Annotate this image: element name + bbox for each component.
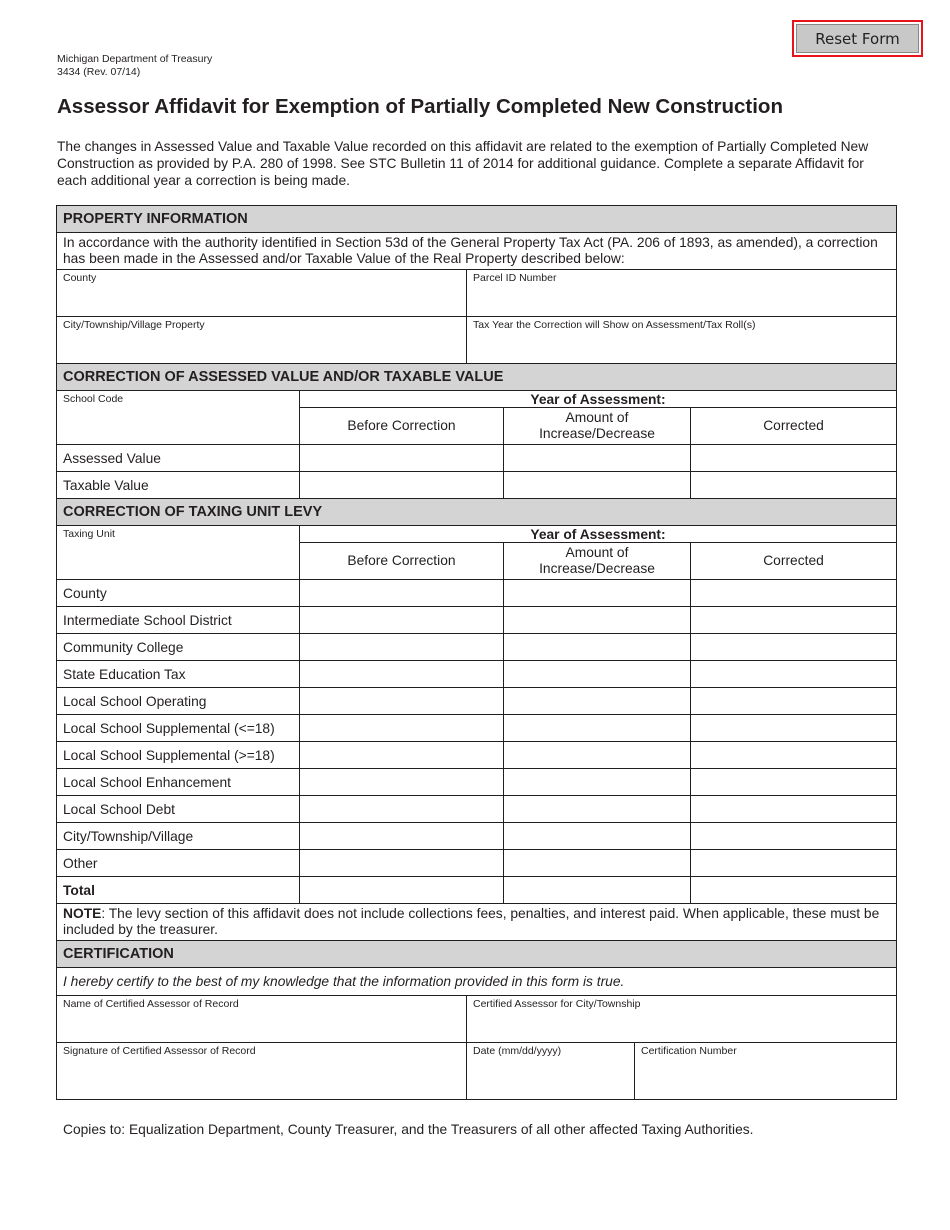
corrected-input[interactable] xyxy=(691,715,897,742)
copies-to-text: Copies to: Equalization Department, County Treasurer, and the Treasurers of all other affected Taxing Authorities. xyxy=(63,1122,754,1137)
levy-note xyxy=(57,904,897,941)
corrected-input[interactable] xyxy=(691,607,897,634)
amount-input[interactable] xyxy=(504,472,691,499)
corrected-input[interactable] xyxy=(691,661,897,688)
signature-field[interactable]: Signature of Certified Assessor of Record xyxy=(57,1043,467,1100)
row-label: Assessed Value xyxy=(57,445,300,472)
reset-form-button[interactable]: Reset Form xyxy=(796,24,919,53)
amount-input[interactable] xyxy=(504,769,691,796)
before-input[interactable] xyxy=(300,796,504,823)
before-input[interactable] xyxy=(300,688,504,715)
amount-input[interactable] xyxy=(504,877,691,904)
row-label: Intermediate School District xyxy=(57,607,300,634)
row-label: Local School Operating xyxy=(57,688,300,715)
section-property-heading: PROPERTY INFORMATION xyxy=(57,206,897,233)
col-amount: Amount of Increase/Decrease xyxy=(504,543,691,580)
amount-input[interactable] xyxy=(504,688,691,715)
col-amount: Amount of Increase/Decrease xyxy=(504,408,691,445)
parcel-id-field[interactable]: Parcel ID Number xyxy=(467,270,897,317)
section-assessed-heading: CORRECTION OF ASSESSED VALUE AND/OR TAXABLE VALUE xyxy=(57,364,897,391)
corrected-input[interactable] xyxy=(691,688,897,715)
year-of-assessment: Year of Assessment: xyxy=(300,526,897,543)
tax-year-field[interactable]: Tax Year the Correction will Show on Assessment/Tax Roll(s) xyxy=(467,317,897,364)
reset-form-frame xyxy=(792,20,923,57)
date-field[interactable]: Date (mm/dd/yyyy) xyxy=(467,1043,635,1100)
assessor-name-field[interactable]: Name of Certified Assessor of Record xyxy=(57,996,467,1043)
table-row-assessed xyxy=(57,445,897,472)
table-row-total xyxy=(57,877,897,904)
row-label: Community College xyxy=(57,634,300,661)
table-row-levy xyxy=(57,661,897,688)
certification-statement: I hereby certify to the best of my knowledge that the information provided in this form is true. xyxy=(57,968,897,996)
table-row-levy xyxy=(57,742,897,769)
row-label: Local School Supplemental (<=18) xyxy=(57,715,300,742)
table-row-levy xyxy=(57,607,897,634)
before-input[interactable] xyxy=(300,877,504,904)
before-input[interactable] xyxy=(300,445,504,472)
corrected-input[interactable] xyxy=(691,472,897,499)
col-before: Before Correction xyxy=(300,543,504,580)
corrected-input[interactable] xyxy=(691,634,897,661)
row-label: State Education Tax xyxy=(57,661,300,688)
before-input[interactable] xyxy=(300,823,504,850)
amount-input[interactable] xyxy=(504,742,691,769)
year-of-assessment: Year of Assessment: xyxy=(300,391,897,408)
county-field[interactable]: County xyxy=(57,270,467,317)
before-input[interactable] xyxy=(300,715,504,742)
affidavit-table xyxy=(56,205,897,1100)
row-label: Local School Enhancement xyxy=(57,769,300,796)
amount-input[interactable] xyxy=(504,634,691,661)
table-row-levy xyxy=(57,580,897,607)
property-authority-text: In accordance with the authority identified in Section 53d of the General Property Tax Act (PA. 206 of 1893, as amended), a correction has been made in the Assessed and/or Taxable Value of the Real Property described below: xyxy=(57,233,897,270)
agency-name: Michigan Department of Treasury xyxy=(57,53,213,65)
table-row-levy xyxy=(57,850,897,877)
table-row-levy xyxy=(57,715,897,742)
row-label: Local School Debt xyxy=(57,796,300,823)
amount-input[interactable] xyxy=(504,796,691,823)
row-label: Taxable Value xyxy=(57,472,300,499)
before-input[interactable] xyxy=(300,661,504,688)
taxing-unit-field[interactable]: Taxing Unit xyxy=(57,526,300,580)
table-row-levy xyxy=(57,634,897,661)
section-levy-heading: CORRECTION OF TAXING UNIT LEVY xyxy=(57,499,897,526)
intro-text: The changes in Assessed Value and Taxable Value recorded on this affidavit are related to the exemption of Partially Completed New Construction as provided by P.A. 280 of 1998. See STC Bulletin 11 of 2014 for additional guidance. Complete a separate Affidavit for each additional year a correction is being made. xyxy=(57,139,869,188)
before-input[interactable] xyxy=(300,607,504,634)
before-input[interactable] xyxy=(300,850,504,877)
row-label: Total xyxy=(57,877,300,904)
table-row-levy xyxy=(57,769,897,796)
before-input[interactable] xyxy=(300,742,504,769)
page-title: Assessor Affidavit for Exemption of Partially Completed New Construction xyxy=(57,95,783,118)
amount-input[interactable] xyxy=(504,661,691,688)
amount-input[interactable] xyxy=(504,607,691,634)
note-text: : The levy section of this affidavit does not include collections fees, penalties, and interest paid. When applicable, these must be included by the treasurer. xyxy=(63,906,880,937)
col-corrected: Corrected xyxy=(691,543,897,580)
certification-number-field[interactable]: Certification Number xyxy=(635,1043,897,1100)
form-header xyxy=(57,53,212,79)
col-corrected: Corrected xyxy=(691,408,897,445)
section-certification-heading: CERTIFICATION xyxy=(57,941,897,968)
before-input[interactable] xyxy=(300,472,504,499)
corrected-input[interactable] xyxy=(691,769,897,796)
corrected-input[interactable] xyxy=(691,580,897,607)
before-input[interactable] xyxy=(300,580,504,607)
corrected-input[interactable] xyxy=(691,445,897,472)
row-label: Local School Supplemental (>=18) xyxy=(57,742,300,769)
row-label: City/Township/Village xyxy=(57,823,300,850)
form-number: 3434 (Rev. 07/14) xyxy=(57,66,141,78)
note-label: NOTE xyxy=(63,906,102,921)
corrected-input[interactable] xyxy=(691,742,897,769)
row-label: County xyxy=(57,580,300,607)
corrected-input[interactable] xyxy=(691,796,897,823)
row-label: Other xyxy=(57,850,300,877)
corrected-input[interactable] xyxy=(691,823,897,850)
amount-input[interactable] xyxy=(504,580,691,607)
table-row-levy xyxy=(57,796,897,823)
assessor-city-field[interactable]: Certified Assessor for City/Township xyxy=(467,996,897,1043)
amount-input[interactable] xyxy=(504,445,691,472)
before-input[interactable] xyxy=(300,769,504,796)
amount-input[interactable] xyxy=(504,823,691,850)
col-before: Before Correction xyxy=(300,408,504,445)
school-code-field[interactable]: School Code xyxy=(57,391,300,445)
amount-input[interactable] xyxy=(504,850,691,877)
amount-input[interactable] xyxy=(504,715,691,742)
corrected-input[interactable] xyxy=(691,877,897,904)
table-row-levy xyxy=(57,688,897,715)
city-township-field[interactable]: City/Township/Village Property xyxy=(57,317,467,364)
before-input[interactable] xyxy=(300,634,504,661)
corrected-input[interactable] xyxy=(691,850,897,877)
table-row-assessed xyxy=(57,472,897,499)
table-row-levy xyxy=(57,823,897,850)
